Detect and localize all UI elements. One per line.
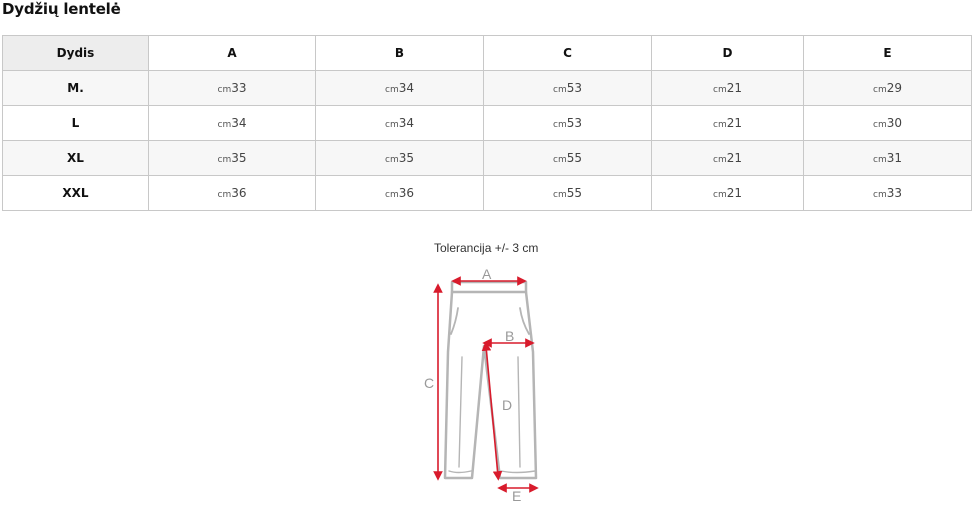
- measurement-value: 21: [726, 151, 742, 165]
- unit-label: cm: [553, 85, 567, 95]
- measurement-cell: [316, 176, 484, 211]
- label-e: E: [512, 488, 522, 502]
- measurement-cell: [804, 71, 972, 106]
- measure-d: [486, 346, 498, 476]
- measurement-cell: [652, 106, 804, 141]
- measurement-value: 36: [231, 186, 247, 200]
- measurement-cell: [804, 141, 972, 176]
- unit-label: cm: [217, 120, 232, 130]
- measurement-value: 55: [566, 151, 582, 165]
- measurement-value: 31: [886, 151, 902, 165]
- measurement-value: 55: [566, 186, 582, 200]
- unit-label: cm: [873, 120, 887, 130]
- label-b: B: [505, 328, 515, 344]
- header-a: A: [149, 36, 316, 71]
- table-header-row: [3, 36, 972, 71]
- measurement-cell: [149, 141, 316, 176]
- measurement-cell: [149, 106, 316, 141]
- measurement-cell: [652, 141, 804, 176]
- measurement-value: 33: [886, 186, 902, 200]
- unit-label: cm: [217, 85, 232, 95]
- measurement-value: 35: [398, 151, 414, 165]
- measurement-value: 21: [726, 116, 742, 130]
- table-row: [3, 71, 972, 106]
- table-row: [3, 176, 972, 211]
- measurement-cell: [804, 176, 972, 211]
- measurement-cell: [484, 141, 652, 176]
- label-d: D: [502, 397, 513, 413]
- measurement-value: 53: [566, 81, 582, 95]
- measurement-cell: [149, 176, 316, 211]
- measurement-value: 21: [726, 81, 742, 95]
- unit-label: cm: [873, 85, 887, 95]
- unit-label: cm: [385, 85, 399, 95]
- table-body: [3, 71, 972, 211]
- measurement-cell: [316, 71, 484, 106]
- size-label: XXL: [3, 176, 149, 211]
- measurement-cell: [652, 176, 804, 211]
- size-label: L: [3, 106, 149, 141]
- size-label: M.: [3, 71, 149, 106]
- header-dydis: Dydis: [3, 36, 149, 71]
- unit-label: cm: [553, 190, 567, 200]
- measurement-value: 34: [231, 116, 247, 130]
- unit-label: cm: [385, 190, 399, 200]
- measurement-cell: [484, 71, 652, 106]
- measurement-value: 33: [231, 81, 247, 95]
- header-c: C: [484, 36, 652, 71]
- measurement-value: 35: [231, 151, 247, 165]
- header-e: E: [804, 36, 972, 71]
- size-label: XL: [3, 141, 149, 176]
- measurement-value: 29: [886, 81, 902, 95]
- measurement-cell: [484, 176, 652, 211]
- unit-label: cm: [217, 190, 232, 200]
- measurement-cell: [316, 106, 484, 141]
- size-table: [2, 35, 972, 211]
- unit-label: cm: [553, 155, 567, 165]
- unit-label: cm: [873, 155, 887, 165]
- unit-label: cm: [713, 85, 727, 95]
- pants-diagram: [418, 262, 548, 502]
- unit-label: cm: [217, 155, 232, 165]
- measurement-cell: [652, 71, 804, 106]
- pants-outline: [445, 282, 536, 478]
- table-row: [3, 141, 972, 176]
- unit-label: cm: [713, 155, 727, 165]
- header-d: D: [652, 36, 804, 71]
- label-c: C: [424, 375, 435, 391]
- measurement-value: 34: [398, 81, 414, 95]
- unit-label: cm: [713, 190, 727, 200]
- measurement-cell: [484, 106, 652, 141]
- measurement-value: 21: [726, 186, 742, 200]
- table-row: [3, 106, 972, 141]
- header-b: B: [316, 36, 484, 71]
- measurement-value: 30: [886, 116, 902, 130]
- measurement-cell: [149, 71, 316, 106]
- measurement-value: 53: [566, 116, 582, 130]
- measurement-value: 36: [398, 186, 414, 200]
- tolerance-note: Tolerancija +/- 3 cm: [434, 241, 539, 255]
- measurement-cell: [316, 141, 484, 176]
- unit-label: cm: [873, 190, 887, 200]
- page-title: Dydžių lentelė: [2, 0, 121, 18]
- measurement-cell: [804, 106, 972, 141]
- measurement-value: 34: [398, 116, 414, 130]
- unit-label: cm: [713, 120, 727, 130]
- unit-label: cm: [553, 120, 567, 130]
- label-a: A: [482, 266, 492, 282]
- unit-label: cm: [385, 155, 399, 165]
- unit-label: cm: [385, 120, 399, 130]
